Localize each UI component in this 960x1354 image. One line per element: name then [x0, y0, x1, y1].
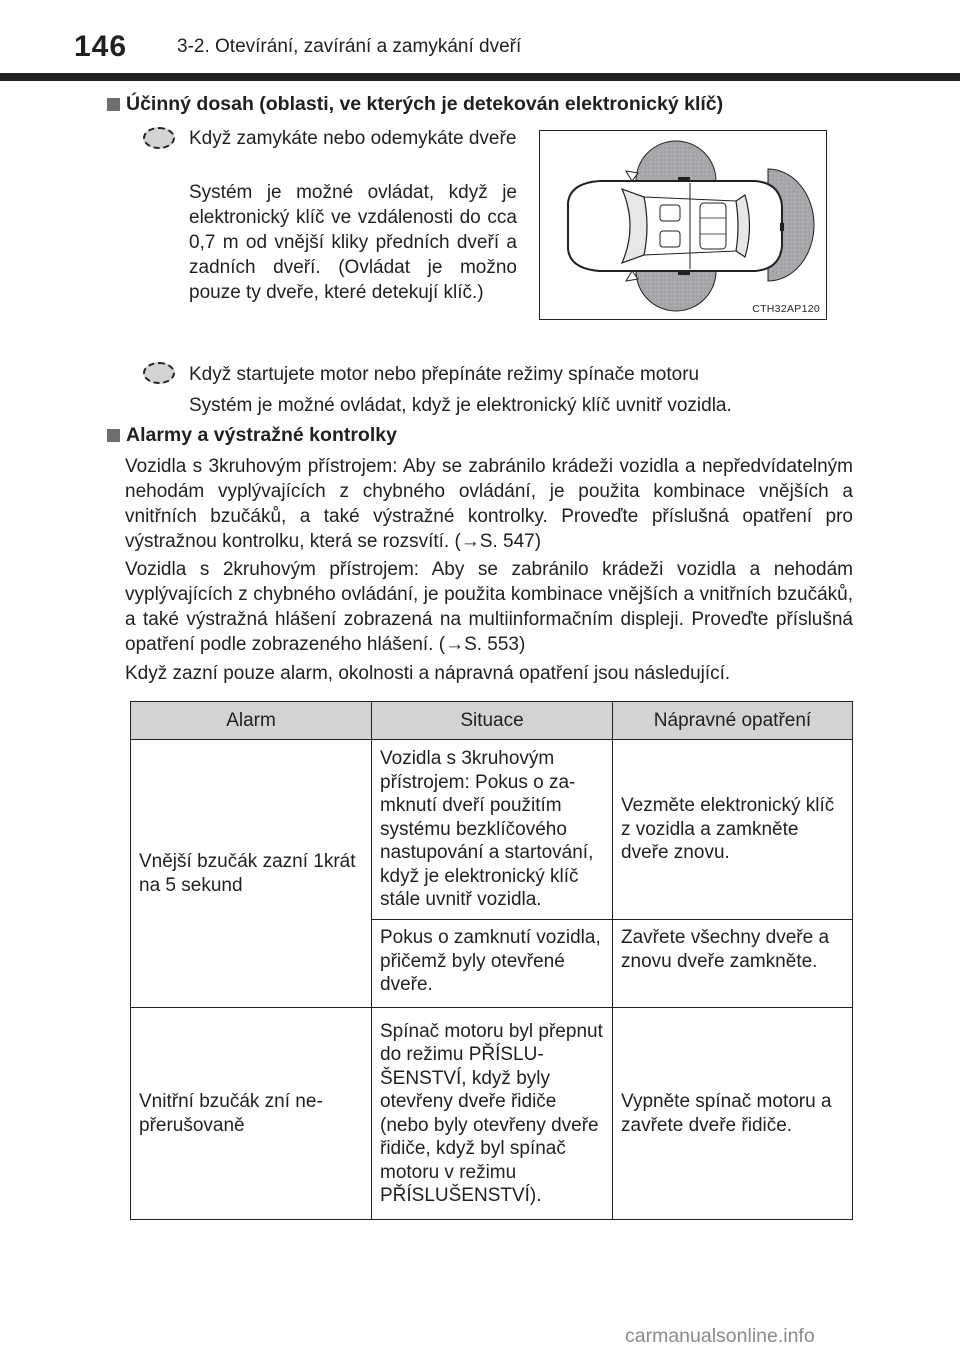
arrow-icon: → — [460, 531, 480, 552]
alarm-paragraph-2-text: Vozidla s 2kruhovým přístrojem: Aby se zabránilo krádeži vozidla a nehodám vyplývajících z chybného ovládání, je použita kombinace vnějších a vnitřních bzučáků, a také výstražná hlášení zobrazená na multiinformačním displeji. Proveďte příslušná opatření podle zobrazeného hlášení. ( — [125, 559, 853, 655]
situation-cell: Pokus o zamknutí vozidla, přičemž byly otevřené dveře. — [372, 920, 613, 1008]
alarm-cell: Vnitřní bzučák zní nepřerušovaně — [131, 1008, 372, 1220]
alarm-paragraph-3: Když zazní pouze alarm, okolnosti a nápravná opatření jsou následující. — [125, 663, 731, 684]
item2-text: Systém je možné ovládat, když je elektronický klíč uvnitř vozidla. — [189, 395, 732, 416]
item1-text: Systém je možné ovládat, když je elektronický klíč ve vzdálenosti do cca 0,7 m od vnější kliky předních dveří a zadních dveří. (Ovládat je možno pouze ty dveře, které detekují klíč.) — [189, 182, 517, 303]
arrow-icon: → — [445, 634, 465, 655]
dashed-oval-icon — [143, 127, 175, 149]
table-row — [131, 1008, 853, 1220]
remedy-cell: Zavřete všechny dveře a znovu dveře zamkněte. — [613, 920, 853, 1008]
page-number: 146 — [74, 30, 128, 63]
header-rule — [0, 73, 960, 81]
bullet-square-icon — [107, 98, 120, 111]
page-reference-link[interactable]: S. 547) — [479, 531, 542, 552]
section-title: 3-2. Otevírání, zavírání a zamykání dveří — [177, 36, 522, 57]
alarm-paragraph-1-text: Vozidla s 3kruhovým přístrojem: Aby se zabránilo krádeži vozidla a nepředvídatelným nehodám vyplývajících z chybného ovládání, je použita kombinace vnějších a vnitřních bzučáků, a také výstražné kontrolky. Proveďte příslušná opatření pro výstražnou kontrolku, která se rozsvítí. ( — [125, 456, 853, 552]
rear-window — [736, 195, 750, 257]
alarm-cell: Vnější bzučák zazní 1krát na 5 sekund — [131, 740, 372, 1008]
alarm-paragraph-2 — [125, 557, 853, 657]
detection-range-figure — [539, 130, 827, 320]
page-header — [0, 0, 960, 80]
item2-title: Když startujete motor nebo přepínáte režimy spínače motoru — [189, 364, 700, 385]
range-heading-text: Účinný dosah (oblasti, ve kterých je detekován elektronický klíč) — [126, 93, 724, 115]
watermark: carmanualsonline.info — [625, 1325, 815, 1347]
page-reference-link[interactable]: S. 553) — [464, 634, 526, 655]
dashed-oval-icon-2 — [143, 362, 175, 384]
situation-cell: Vozidla s 3kruhovým přístrojem: Pokus o zamknutí dveří použitím systému bezklíčového nastupování a startování, když je elektronický klíč stále uvnitř vozidla. — [372, 740, 613, 920]
front-door-zone-bottom — [636, 271, 716, 311]
header-situation: Situace — [372, 702, 613, 740]
alarm-heading-text: Alarmy a výstražné kontrolky — [126, 424, 397, 446]
bullet-square-icon — [107, 429, 120, 442]
remedy-cell: Vezměte elektronický klíč z vozidla a zamkněte dveře znovu. — [613, 740, 853, 920]
situation-cell: Spínač motoru byl přepnut do režimu PŘÍSLUŠENSTVÍ, když byly otevřeny dveře řidiče (nebo byly otevřeny dveře řidiče, když byl spínač motoru v režimu PŘÍSLUŠENSTVÍ). — [372, 1008, 613, 1220]
header-alarm: Alarm — [131, 702, 372, 740]
header-remedy: Nápravné opatření — [613, 702, 853, 740]
item1-title: Když zamykáte nebo odemykáte dveře — [189, 128, 517, 149]
table-row — [131, 740, 853, 920]
alarm-table — [130, 701, 853, 1220]
figure-code: CTH32AP120 — [752, 303, 820, 315]
table-header-row — [131, 702, 853, 740]
range-heading — [107, 93, 723, 116]
alarm-heading — [107, 424, 397, 447]
car-top-view-illustration — [540, 131, 826, 319]
alarm-paragraph-1 — [125, 454, 853, 554]
front-door-zone — [636, 141, 716, 181]
remedy-cell: Vypněte spínač motoru a zavřete dveře řidiče. — [613, 1008, 853, 1220]
